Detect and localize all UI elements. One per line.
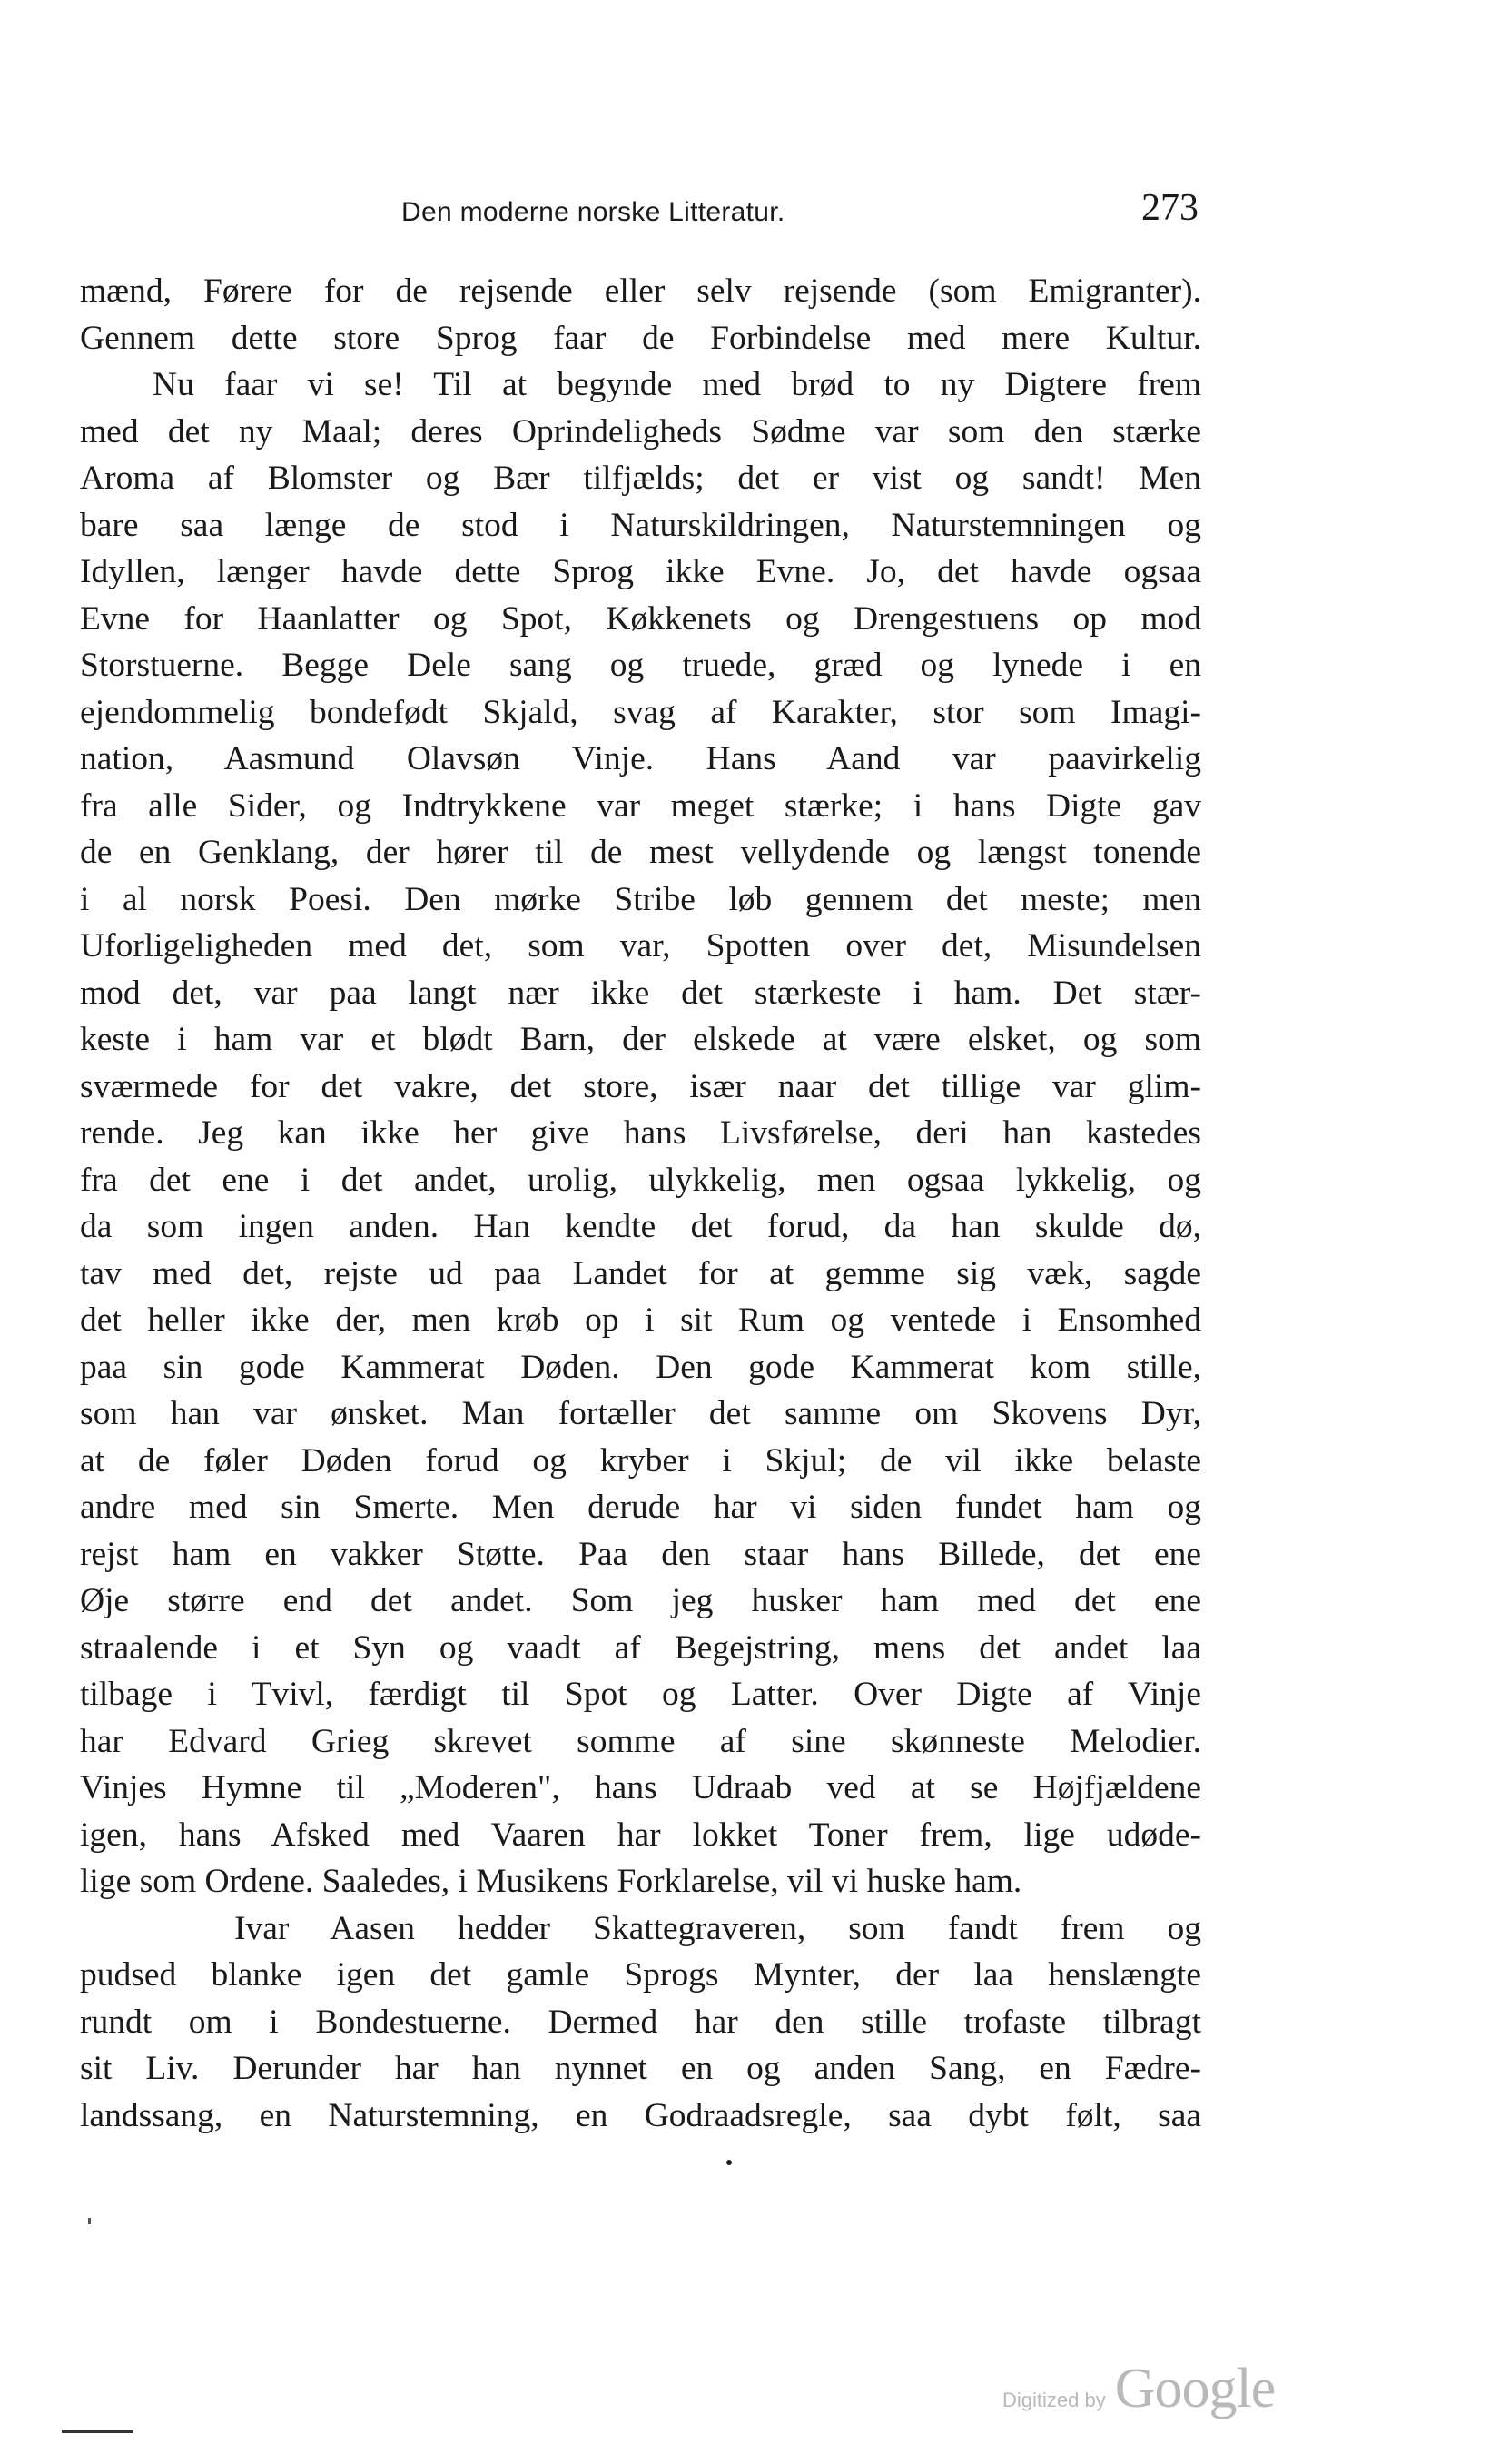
text-line: andre med sin Smerte. Men derude har vi siden fundet ham og: [80, 1489, 1201, 1526]
google-logo: Google: [1114, 2358, 1276, 2419]
text-line: pudsed blanke igen det gamle Sprogs Mynter, der laa henslængte: [80, 1956, 1201, 1994]
text-line: rejst ham en vakker Støtte. Paa den staar hans Billede, det ene: [80, 1535, 1201, 1573]
text-line: bare saa længe de stod i Naturskildringen, Naturstemningen og: [80, 506, 1201, 544]
scan-mark-line: [62, 2430, 133, 2433]
text-line: da som ingen anden. Han kendte det forud, da han skulde dø,: [80, 1208, 1201, 1245]
scan-speck: [726, 2160, 732, 2165]
text-line: Aroma af Blomster og Bær tilfjælds; det er vist og sandt! Men: [80, 460, 1201, 497]
text-line: rende. Jeg kan ikke her give hans Livsførelse, deri han kastedes: [80, 1114, 1201, 1152]
text-line: Nu faar vi se! Til at begynde med brød to ny Digtere frem: [153, 366, 1201, 403]
page-number: 273: [1141, 187, 1199, 229]
text-line: det heller ikke der, men krøb op i sit Rum og ventede i Ensomhed: [80, 1301, 1201, 1339]
text-line: tilbage i Tvivl, færdigt til Spot og Latter. Over Digte af Vinje: [80, 1676, 1201, 1713]
text-line: sværmede for det vakre, det store, især naar det tillige var glim-: [80, 1067, 1201, 1105]
text-line: som han var ønsket. Man fortæller det samme om Skovens Dyr,: [80, 1395, 1201, 1432]
text-line: Uforligeligheden med det, som var, Spotten over det, Misundelsen: [80, 927, 1201, 965]
text-line: fra det ene i det andet, urolig, ulykkelig, men ogsaa lykkelig, og: [80, 1161, 1201, 1199]
digitized-watermark: [1002, 2357, 1275, 2421]
text-line: at de føler Døden forud og kryber i Skjul; de vil ikke belaste: [80, 1441, 1201, 1479]
text-line: i al norsk Poesi. Den mørke Stribe løb gennem det meste; men: [80, 880, 1201, 918]
text-line: Storstuerne. Begge Dele sang og truede, græd og lynede i en: [80, 647, 1201, 684]
text-line: tav med det, rejste ud paa Landet for at gemme sig væk, sagde: [80, 1254, 1201, 1292]
text-line: landssang, en Naturstemning, en Godraadsregle, saa dybt følt, saa: [80, 2096, 1201, 2134]
text-line: rundt om i Bondestuerne. Dermed har den stille trofaste tilbragt: [80, 2003, 1201, 2041]
text-line: Gennem dette store Sprog faar de Forbindelse med mere Kultur.: [80, 319, 1201, 357]
text-line: lige som Ordene. Saaledes, i Musikens Forklarelse, vil vi huske ham.: [80, 1863, 1022, 1900]
text-line: keste i ham var et blødt Barn, der elskede at være elsket, og som: [80, 1021, 1201, 1058]
text-line: med det ny Maal; deres Oprindeligheds Sødme var som den stærke: [80, 412, 1201, 450]
page-header: [80, 186, 1199, 241]
watermark-prefix: Digitized by: [1002, 2389, 1106, 2411]
text-line: har Edvard Grieg skrevet somme af sine skønneste Melodier.: [80, 1722, 1201, 1760]
text-line: Vinjes Hymne til „Moderen", hans Udraab ved at se Højfjældene: [80, 1769, 1201, 1806]
text-line: nation, Aasmund Olavsøn Vinje. Hans Aand var paavirkelig: [80, 740, 1201, 777]
text-line: paa sin gode Kammerat Døden. Den gode Kammerat kom stille,: [80, 1348, 1201, 1386]
text-line: Evne for Haanlatter og Spot, Køkkenets og Drengestuens op mod: [80, 599, 1201, 638]
text-line: igen, hans Afsked med Vaaren har lokket Toner frem, lige udøde-: [80, 1816, 1201, 1854]
text-line: de en Genklang, der hører til de mest vellydende og længst tonende: [80, 834, 1201, 871]
running-head: Den moderne norske Litteratur.: [401, 197, 785, 227]
text-line: Ivar Aasen hedder Skattegraveren, som fandt frem og: [234, 1909, 1201, 1947]
text-line: mænd, Førere for de rejsende eller selv rejsende (som Emigranter).: [80, 272, 1201, 310]
text-line: straalende i et Syn og vaadt af Begejstring, mens det andet laa: [80, 1628, 1201, 1667]
text-line: mod det, var paa langt nær ikke det stærkeste i ham. Det stær-: [80, 974, 1201, 1012]
text-line: Øje større end det andet. Som jeg husker ham med det ene: [80, 1582, 1201, 1619]
text-line: Idyllen, længer havde dette Sprog ikke Evne. Jo, det havde ogsaa: [80, 553, 1201, 590]
text-line: sit Liv. Derunder har han nynnet en og anden Sang, en Fædre-: [80, 2050, 1201, 2087]
text-line: ejendommelig bondefødt Skjald, svag af Karakter, stor som Imagi-: [80, 693, 1201, 731]
scan-speck: [88, 2218, 91, 2224]
body-text: [80, 268, 1201, 2139]
text-line: fra alle Sider, og Indtrykkene var meget stærke; i hans Digte gav: [80, 787, 1201, 825]
